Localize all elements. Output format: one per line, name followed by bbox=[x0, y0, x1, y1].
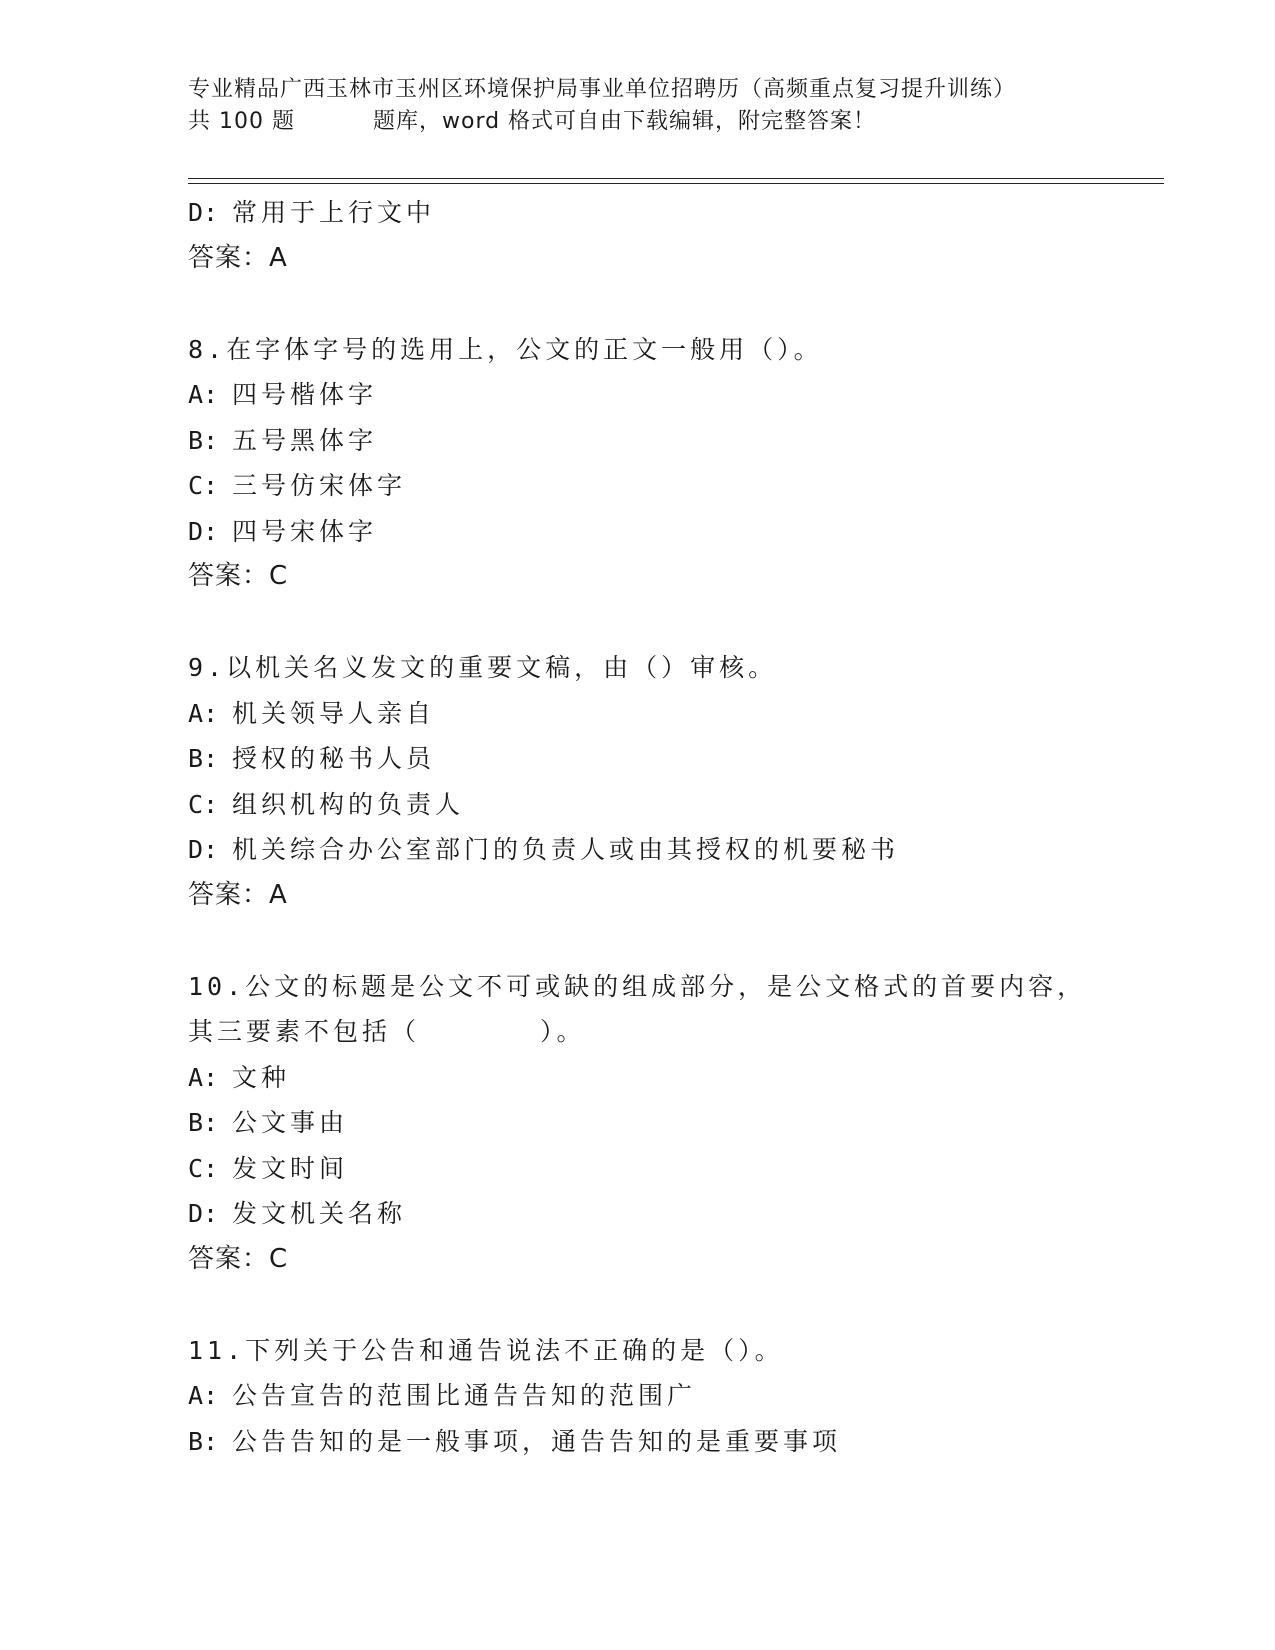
option-text: 机关领导人亲自 bbox=[232, 698, 436, 728]
option-label: B: bbox=[188, 1426, 219, 1456]
option-label: C: bbox=[188, 471, 219, 500]
option-d bbox=[188, 1191, 1168, 1237]
option-text: 授权的秘书人员 bbox=[232, 744, 436, 773]
option-label: A: bbox=[188, 1062, 219, 1092]
stem-text: 其三要素不包括（ bbox=[188, 1017, 421, 1046]
option-text: 公告宣告的范围比通告告知的范围广 bbox=[232, 1381, 697, 1410]
question-stem-10-line1: 10.公文的标题是公文不可或缺的组成部分，是公文格式的首要内容， bbox=[188, 971, 1087, 1001]
option-label: B: bbox=[188, 744, 219, 773]
option-text: 常用于上行文中 bbox=[232, 198, 436, 227]
header-divider-top bbox=[188, 178, 1164, 179]
option-label: D: bbox=[188, 198, 219, 227]
option-b bbox=[188, 1419, 1168, 1465]
header-description: 题库，word 格式可自由下载编辑，附完整答案！ bbox=[372, 109, 877, 134]
answer-line: 答案：A bbox=[188, 879, 288, 910]
option-text: 三号仿宋体字 bbox=[232, 471, 407, 500]
header-question-count: 共 100 题 bbox=[188, 109, 295, 134]
question-stem-8: 8.在字体字号的选用上，公文的正文一般用（）。 bbox=[188, 334, 823, 364]
answer-line: 答案：C bbox=[188, 561, 289, 591]
option-c bbox=[188, 463, 1168, 509]
option-text: 机关综合办公室部门的负责人或由其授权的机要秘书 bbox=[232, 835, 900, 864]
option-a bbox=[188, 691, 1168, 737]
option-label: D: bbox=[188, 835, 219, 864]
option-label: A: bbox=[188, 380, 219, 409]
answer-line: 答案：C bbox=[188, 1243, 289, 1274]
option-text: 公告告知的是一般事项，通告告知的是重要事项 bbox=[232, 1426, 842, 1456]
question-stem-9: 9.以机关名义发文的重要文稿，由（）审核。 bbox=[188, 653, 778, 682]
option-text: 发文时间 bbox=[232, 1153, 349, 1183]
option-label: B: bbox=[188, 1108, 219, 1137]
question-stem-10-line2 bbox=[188, 1009, 1168, 1055]
document-header bbox=[188, 74, 1168, 138]
option-text: 四号宋体字 bbox=[232, 516, 378, 546]
option-c bbox=[188, 1146, 1168, 1192]
option-text: 发文机关名称 bbox=[232, 1199, 407, 1228]
option-c bbox=[188, 782, 1168, 828]
option-text: 五号黑体字 bbox=[232, 425, 378, 455]
option-b bbox=[188, 418, 1168, 464]
header-title-line: 专业精品广西玉林市玉州区环境保护局事业单位招聘历（高频重点复习提升训练） bbox=[188, 77, 1017, 102]
option-d bbox=[188, 509, 1168, 555]
stem-text: ）。 bbox=[540, 1017, 586, 1046]
option-a bbox=[188, 372, 1168, 418]
option-d bbox=[188, 827, 1168, 873]
option-text: 文种 bbox=[232, 1062, 291, 1092]
question-list bbox=[188, 190, 1168, 1464]
option-a bbox=[188, 1373, 1168, 1419]
option-text: 四号楷体字 bbox=[232, 380, 378, 409]
answer-line: 答案：A bbox=[188, 242, 288, 273]
option-label: A: bbox=[188, 698, 219, 728]
option-text: 组织机构的负责人 bbox=[232, 789, 465, 819]
option-a bbox=[188, 1055, 1168, 1101]
question-stem-11: 11.下列关于公告和通告说法不正确的是（）。 bbox=[188, 1335, 784, 1365]
header-divider-bottom bbox=[188, 183, 1164, 184]
option-label: D: bbox=[188, 516, 219, 546]
option-label: C: bbox=[188, 789, 219, 819]
option-label: D: bbox=[188, 1199, 219, 1228]
option-text: 公文事由 bbox=[232, 1108, 349, 1137]
option-d bbox=[188, 190, 1168, 236]
option-b bbox=[188, 1100, 1168, 1146]
option-label: A: bbox=[188, 1381, 219, 1410]
option-b bbox=[188, 736, 1168, 782]
option-label: B: bbox=[188, 425, 219, 455]
option-label: C: bbox=[188, 1153, 219, 1183]
header-subtitle-line bbox=[188, 106, 1168, 138]
